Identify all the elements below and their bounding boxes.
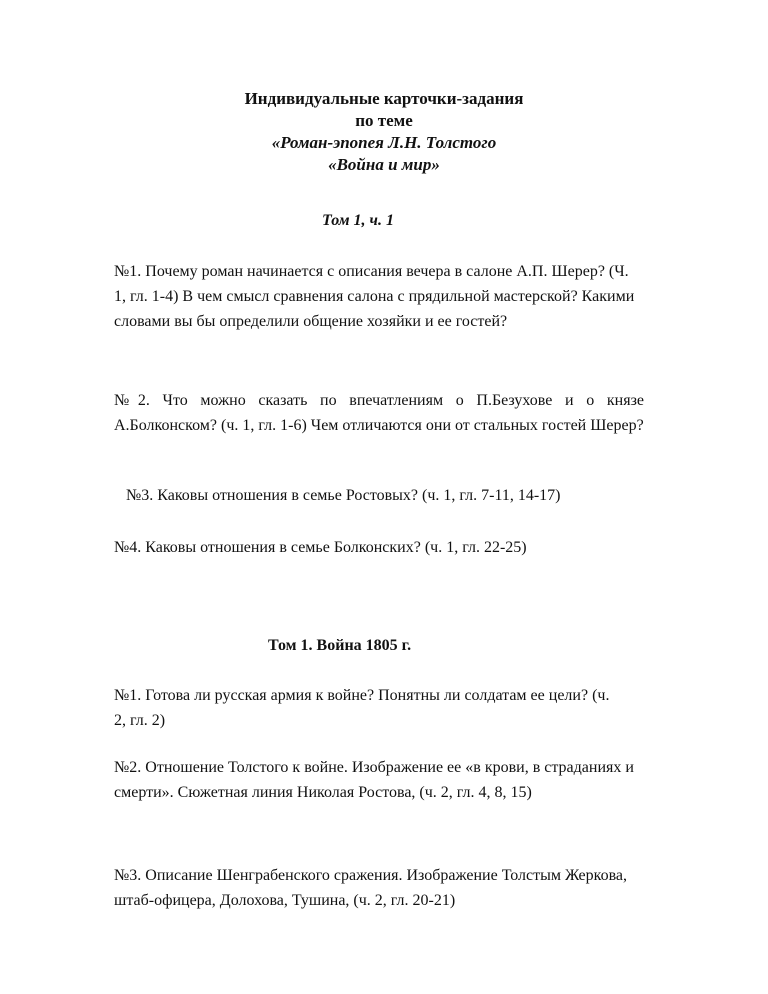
document-title xyxy=(0,88,768,176)
section-2-item-2: №2. Отношение Толстого к войне. Изображение ее «в крови, в страданиях и смерти». Сюжетная линия Николая Ростова, (ч. 2, гл. 4, 8, 15) xyxy=(114,759,634,801)
section-2-heading: Том 1. Война 1805 г. xyxy=(268,637,412,654)
section-2-item-3: №3. Описание Шенграбенского сражения. Изображение Толстым Жеркова, штаб-офицера, Долохова, Тушина, (ч. 2, гл. 20-21) xyxy=(114,867,628,909)
section-1-heading: Том 1, ч. 1 xyxy=(322,212,394,229)
section-1-item-4: №4. Каковы отношения в семье Болконских? (ч. 1, гл. 22-25) xyxy=(114,539,527,556)
section-1-item-3: №3. Каковы отношения в семье Ростовых? (ч. 1, гл. 7-11, 14-17) xyxy=(126,487,561,504)
section-1-item-2: №2. Что можно сказать по впечатлениям о П.Безухове и о князе А.Болконском? (ч. 1, гл. 1-6) Чем отличаются они от стальных гостей Шерер? xyxy=(114,392,644,434)
title-line-2: по теме xyxy=(355,111,413,130)
title-line-1: Индивидуальные карточки-задания xyxy=(244,89,524,108)
title-line-3: «Роман-эпопея Л.Н. Толстого xyxy=(271,133,497,152)
title-line-4: «Война и мир» xyxy=(328,155,440,174)
section-2-item-1: №1. Готова ли русская армия к войне? Понятны ли солдатам ее цели? (ч. 2, гл. 2) xyxy=(114,687,610,729)
section-1-item-1: №1. Почему роман начинается с описания вечера в салоне А.П. Шерер? (Ч. 1, гл. 1-4) В чем смысл сравнения салона с прядильной мастерской? Какими словами вы бы определили общение хозяйки и ее гостей? xyxy=(114,263,635,330)
